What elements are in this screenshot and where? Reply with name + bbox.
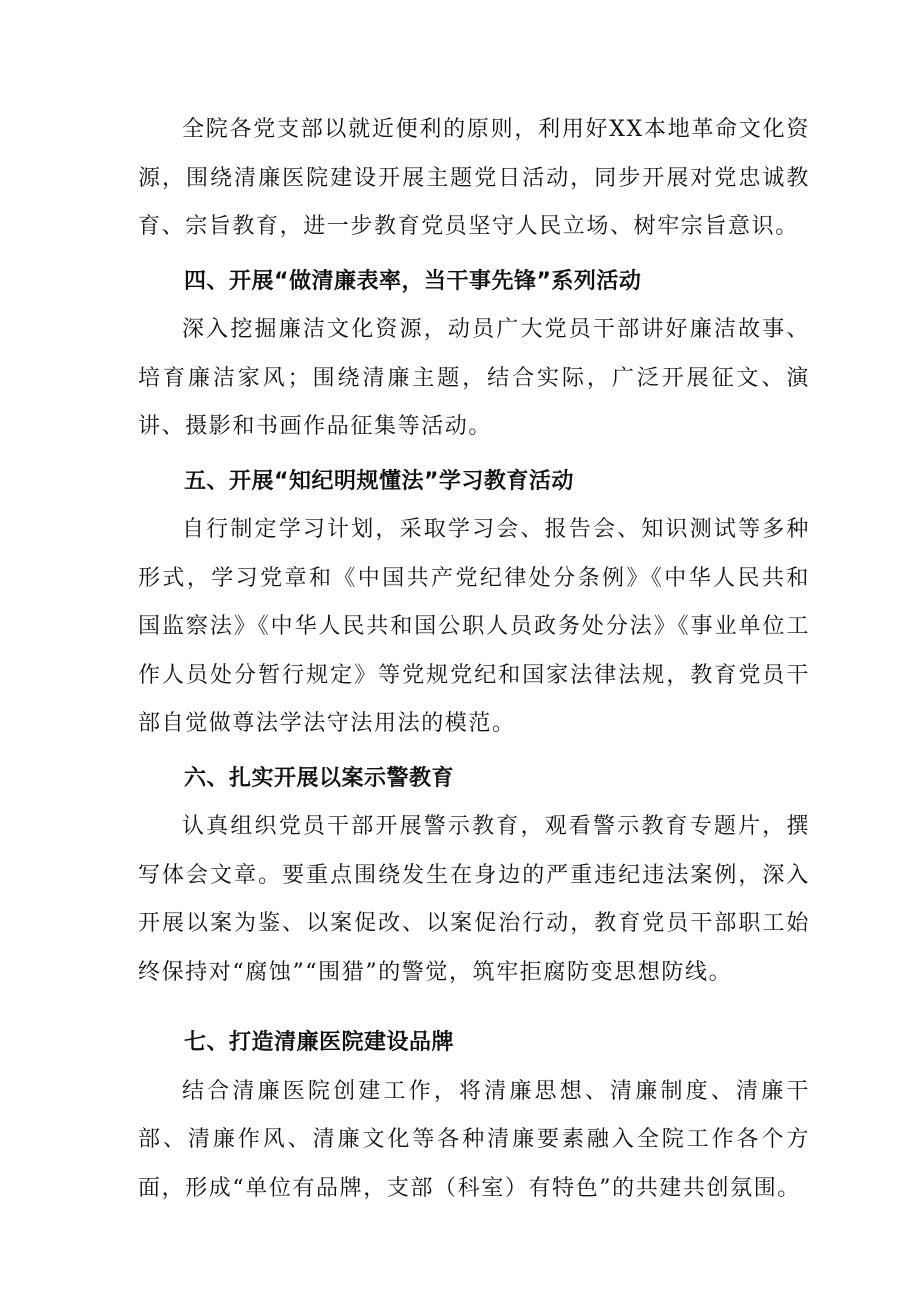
paragraph-warning-education: 认真组织党员干部开展警示教育，观看警示教育专题片，撰写体会文章。要重点围绕发生在身边的严重违纪违法案例，深入开展以案为鉴、以案促改、以案促治行动，教育党员干部职工始终保持对“腐蚀”“围猎”的警觉，筑牢拒腐防变思想防线。	[138, 814, 810, 985]
section-heading-5: 五、开展“知纪明规懂法”学习教育活动	[184, 468, 574, 494]
paragraph-integrity-culture: 深入挖掘廉洁文化资源，动员广大党员干部讲好廉洁故事、培育廉洁家风；围绕清廉主题，结合实际，广泛开展征文、演讲、摄影和书画作品征集等活动。	[138, 317, 810, 439]
section-heading-6: 六、扎实开展以案示警教育	[184, 765, 455, 791]
section-heading-7: 七、打造清廉医院建设品牌	[184, 1030, 455, 1055]
paragraph-law-study: 自行制定学习计划，采取学习会、报告会、知识测试等多种形式，学习党章和《中国共产党纪律处分条例》《中华人民共和国监察法》《中华人民共和国公职人员政务处分法》《事业单位工作人员处分暂行规定》等党规党纪和国家法律法规，教育党员干部自觉做尊法学法守法用法的模范。	[138, 517, 810, 736]
section-heading-4: 四、开展“做清廉表率，当干事先锋”系列活动	[184, 268, 642, 294]
paragraph-hospital-brand: 结合清廉医院创建工作，将清廉思想、清廉制度、清廉干部、清廉作风、清廉文化等各种清廉要素融入全院工作各个方面，形成“单位有品牌，支部（科室）有特色”的共建共创氛围。	[138, 1078, 810, 1201]
paragraph-theme-party-day: 全院各党支部以就近便利的原则，利用好XX本地革命文化资源，围绕清廉医院建设开展主题党日活动，同步开展对党忠诚教育、宗旨教育，进一步教育党员坚守人民立场、树牢宗旨意识。	[138, 117, 810, 239]
document-body	[138, 106, 810, 1213]
